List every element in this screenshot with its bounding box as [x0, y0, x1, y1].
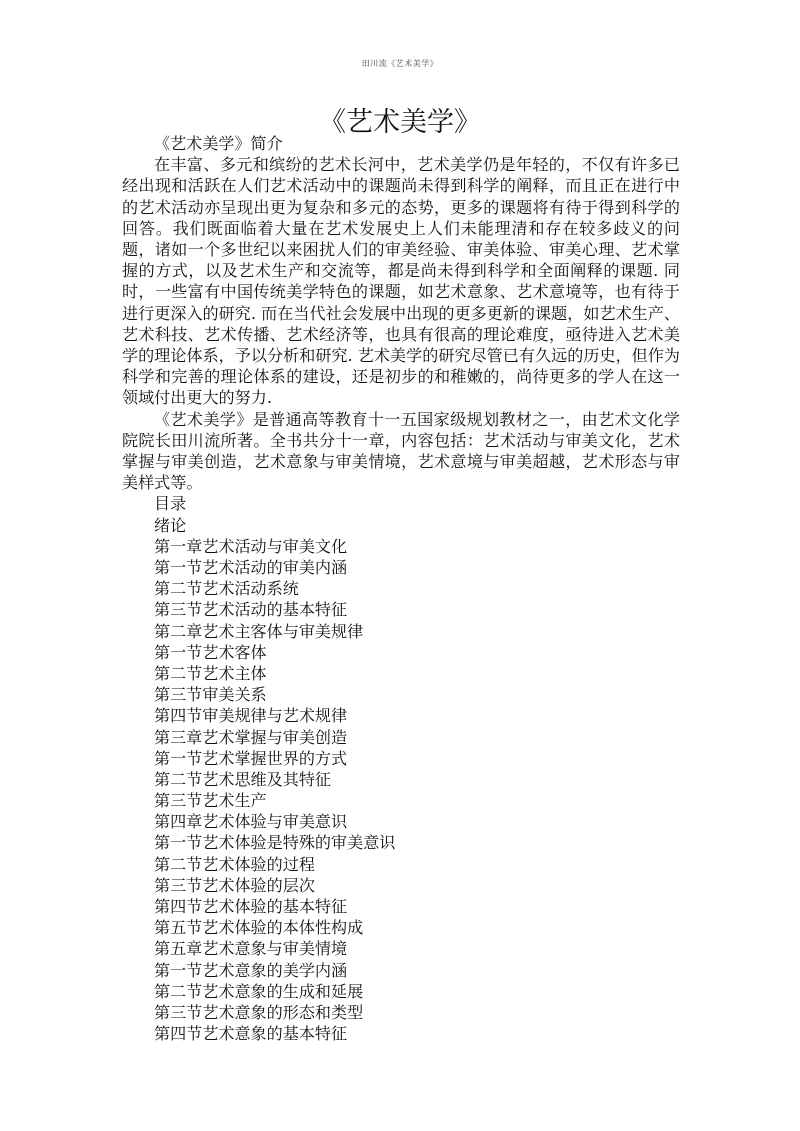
- toc-item: 第四节艺术体验的基本特征: [154, 897, 348, 917]
- intro-heading: 《艺术美学》简介: [154, 134, 283, 153]
- toc-item: 第一节艺术意象的美学内涵: [154, 960, 348, 980]
- toc-item: 绪论: [154, 515, 187, 535]
- toc-item: 第五节艺术体验的本体性构成: [154, 918, 364, 938]
- running-header: 田川流《艺术美学》: [361, 59, 439, 68]
- toc-item: 第四节审美规律与艺术规律: [154, 706, 348, 726]
- toc-item: 第二节艺术意象的生成和延展: [154, 981, 364, 1001]
- document-body: [122, 133, 680, 1044]
- toc-item: 第二章艺术主客体与审美规律: [154, 621, 364, 641]
- toc-item: 第四章艺术体验与审美意识: [154, 812, 348, 832]
- toc-item: 第五章艺术意象与审美情境: [154, 939, 348, 959]
- toc-item: 第三节艺术生产: [154, 791, 267, 811]
- toc-item: 第一节艺术掌握世界的方式: [154, 748, 348, 768]
- toc-item: 第一节艺术体验是特殊的审美意识: [154, 833, 396, 853]
- toc-item: 第二节艺术体验的过程: [154, 854, 315, 874]
- toc-item: 第一章艺术活动与审美文化: [154, 536, 348, 556]
- toc-item: 第三节艺术意象的形态和类型: [154, 1002, 364, 1022]
- toc-item: 第三节艺术活动的基本特征: [154, 600, 348, 620]
- toc-item: 第三节审美关系: [154, 685, 267, 705]
- toc-heading: 目录: [154, 494, 187, 514]
- toc-item: 第二节艺术主体: [154, 663, 267, 683]
- document-title: 《艺术美学》: [319, 107, 481, 138]
- toc-item: 第三节艺术体验的层次: [154, 875, 315, 895]
- toc-item: 第一节艺术活动的审美内涵: [154, 558, 348, 578]
- toc-item: 第二节艺术活动系统: [154, 579, 299, 599]
- toc-item: 第一节艺术客体: [154, 642, 267, 662]
- table-of-contents: [122, 493, 680, 1044]
- toc-item: 第二节艺术思维及其特征: [154, 769, 332, 789]
- toc-item: 第四节艺术意象的基本特征: [154, 1024, 348, 1044]
- toc-item: 第三章艺术掌握与审美创造: [154, 727, 348, 747]
- intro-paragraph-2: 《艺术美学》是普通高等教育十一五国家级规划教材之一，由艺术文化学院院长田川流所著。全书共分十一章，内容包括：艺术活动与审美文化，艺术掌握与审美创造，艺术意象与审美情境，艺术意境与审美超越，艺术形态与审美样式等。: [122, 409, 680, 493]
- intro-paragraph-1: 在丰富、多元和缤纷的艺术长河中，艺术美学仍是年轻的，不仅有许多已经出现和活跃在人们艺术活动中的课题尚未得到科学的阐释，而且正在进行中的艺术活动亦呈现出更为复杂和多元的态势，更多的课题将有待于得到科学的回答。我们既面临着大量在艺术发展史上人们未能理清和存在较多歧义的问题，诸如一个多世纪以来困扰人们的审美经验、审美体验、审美心理、艺术掌握的方式，以及艺术生产和交流等，都是尚未得到科学和全面阐释的课题. 同时，一些富有中国传统美学特色的课题，如艺术意象、艺术意境等，也有待于进行更深入的研究. 而在当代社会发展中出现的更多更新的课题，如艺术生产、艺术科技、艺术传播、艺术经济等，也具有很高的理论难度，亟待进入艺术美学的理论体系，予以分析和研究. 艺术美学的研究尽管已有久远的历史，但作为科学和完善的理论体系的建设，还是初步的和稚嫩的，尚待更多的学人在这一领域付出更大的努力.: [122, 155, 680, 408]
